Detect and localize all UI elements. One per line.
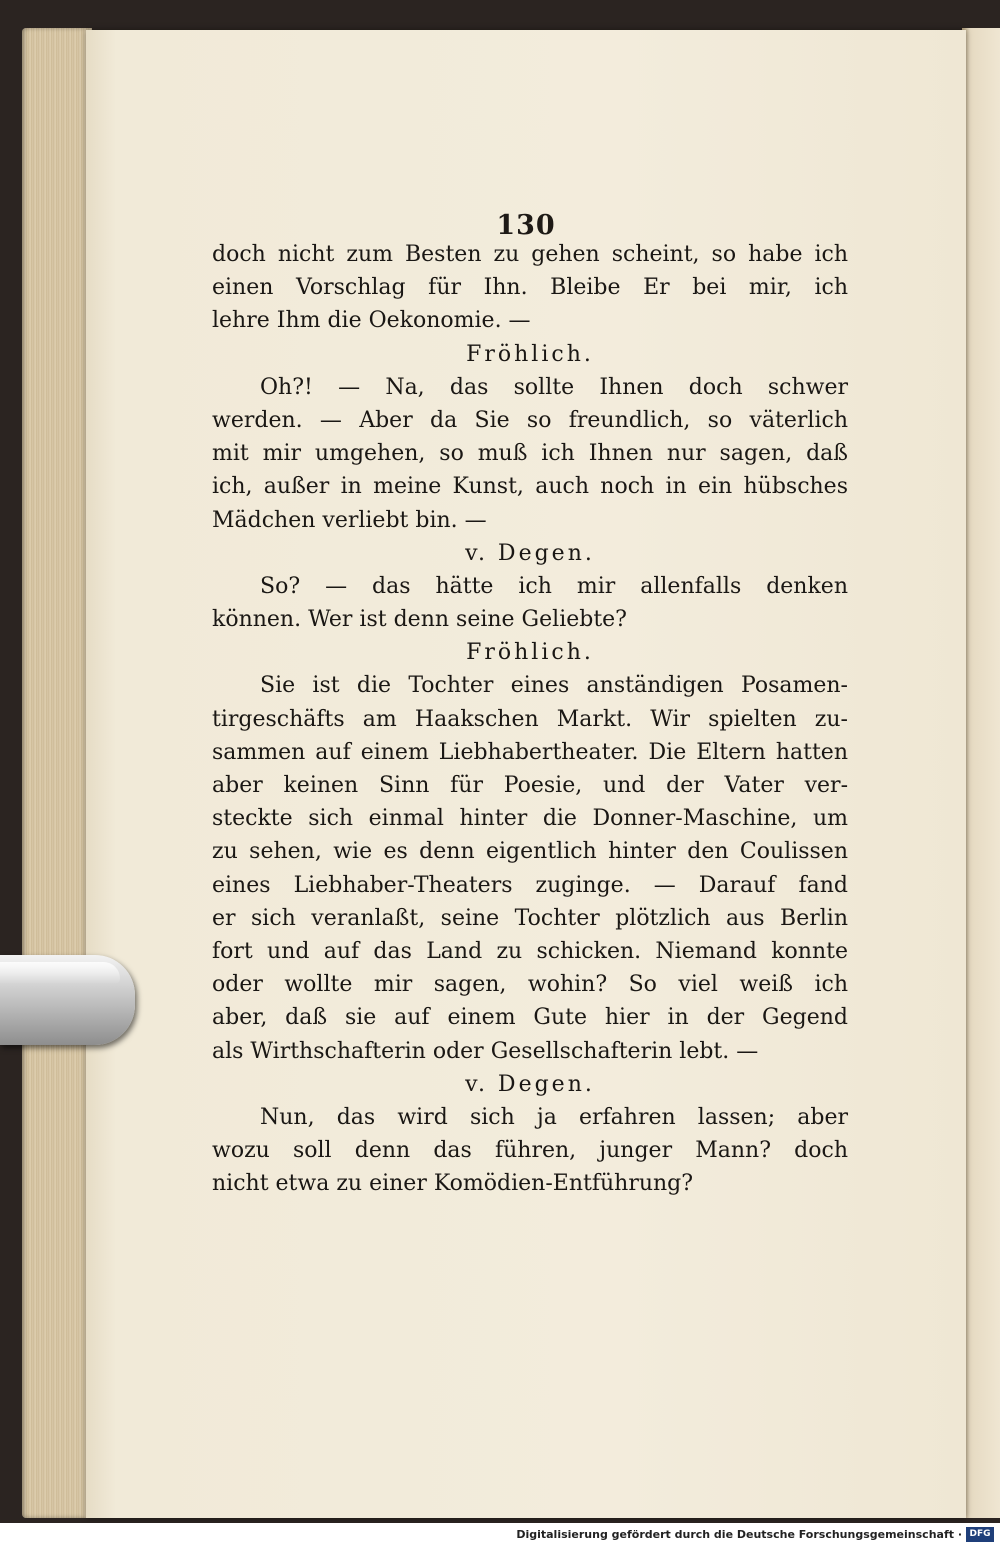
text-line: oder wollte mir sagen, wohin? So viel weiß ich [212, 972, 848, 998]
text-line: er sich veranlaßt, seine Tochter plötzlich aus Berlin [212, 905, 848, 931]
speaker-name: Fröhlich. [466, 341, 594, 367]
bookmark-tab-shine [0, 962, 120, 984]
text-line: ich, außer in meine Kunst, auch noch in ein hübsches [212, 474, 848, 500]
text-line: Oh?! — Na, das sollte Ihnen doch schwer [260, 374, 848, 400]
text-line: aber keinen Sinn für Poesie, und der Vater ver- [212, 773, 848, 798]
text-line: Sie ist die Tochter eines anständigen Posamen- [260, 673, 848, 699]
speaker-name: v. Degen. [465, 1071, 595, 1097]
text-line: eines Liebhaber-Theaters zuginge. — Darauf fand [212, 872, 848, 898]
footer-bar [0, 1523, 1000, 1545]
text-line: mit mir umgehen, so muß ich Ihnen nur sagen, daß [212, 441, 848, 467]
text-line: sammen auf einem Liebhabertheater. Die Eltern hatten [212, 739, 848, 765]
text-line: lehre Ihm die Oekonomie. — [212, 308, 531, 334]
page-edges [22, 28, 92, 1518]
text-line: Nun, das wird sich ja erfahren lassen; aber [260, 1104, 848, 1130]
text-line: Mädchen verliebt bin. — [212, 507, 487, 533]
text-line: tirgeschäfts am Haakschen Markt. Wir spielten zu- [212, 706, 848, 732]
speaker-name: Fröhlich. [466, 640, 594, 666]
text-line: steckte sich einmal hinter die Donner-Maschine, um [212, 806, 848, 832]
text-line: wozu soll denn das führen, junger Mann? doch [212, 1138, 848, 1164]
dfg-logo-icon: DFG [966, 1527, 994, 1542]
page-number: 130 [496, 210, 556, 241]
text-line: doch nicht zum Besten zu gehen scheint, so habe ich [212, 242, 848, 267]
text-line: einen Vorschlag für Ihn. Bleibe Er bei mir, ich [212, 275, 848, 301]
text-line: nicht etwa zu einer Komödien-Entführung? [212, 1171, 694, 1197]
page-text [212, 238, 848, 1200]
text-line: So? — das hätte ich mir allenfalls denken [260, 573, 848, 599]
speaker-name: v. Degen. [465, 540, 595, 566]
text-line: fort und auf das Land zu schicken. Niemand konnte [212, 938, 848, 964]
footer-credit: Digitalisierung gefördert durch die Deutsche Forschungsgemeinschaft · [516, 1528, 962, 1541]
text-line: aber, daß sie auf einem Gute hier in der Gegend [212, 1005, 848, 1031]
text-line: zu sehen, wie es denn eigentlich hinter den Coulissen [212, 839, 848, 865]
text-line: werden. — Aber da Sie so freundlich, so väterlich [212, 407, 848, 433]
text-line: als Wirthschafterin oder Gesellschafterin lebt. — [212, 1038, 759, 1064]
next-leaf-edge [962, 28, 1000, 1518]
text-line: können. Wer ist denn seine Geliebte? [212, 607, 627, 633]
